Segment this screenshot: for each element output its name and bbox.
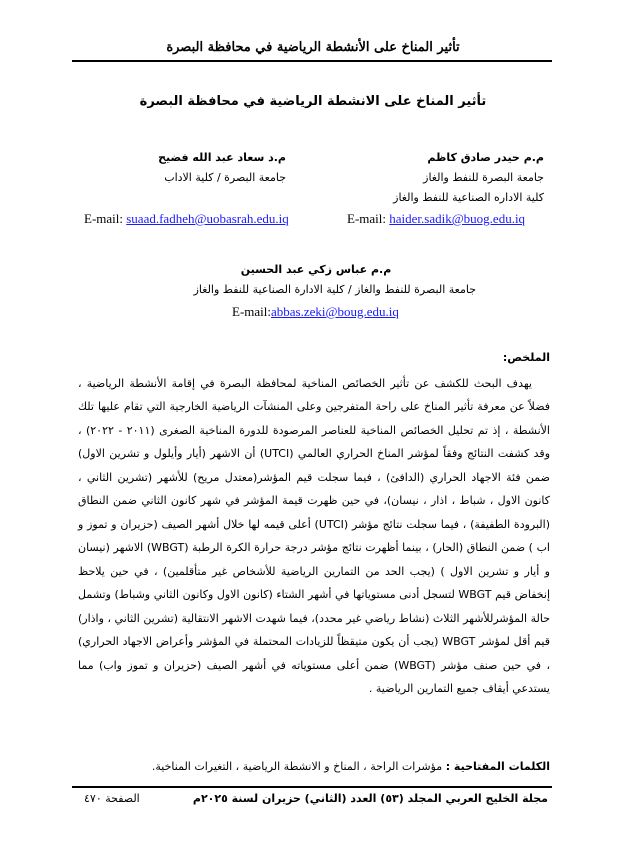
abstract-heading: الملخص: bbox=[502, 351, 550, 364]
paper-title: تأثير المناخ على الانشطة الرياضية في محافظة البصرة bbox=[139, 94, 487, 109]
author-affiliation: جامعة البصرة للنفط والغاز bbox=[423, 171, 544, 184]
abstract bbox=[78, 346, 550, 701]
footer-page-number: الصفحة ٤٧٠ bbox=[84, 792, 140, 805]
author-affiliation: جامعة البصرة / كلية الاداب bbox=[164, 171, 286, 184]
author-email-3 bbox=[232, 304, 399, 320]
footer-journal: مجلة الخليج العربي المجلد (٥٣) العدد (الثاني) حزيران لسنة ٢٠٢٥م bbox=[192, 792, 548, 805]
author-name: م.د سعاد عبد الله فضيح bbox=[158, 151, 286, 164]
author-affiliation: جامعة البصرة للنفط والغاز / كلية الادارة الصناعية للنفط والغاز bbox=[193, 283, 476, 296]
email-link[interactable]: abbas.zeki@boug.edu.iq bbox=[271, 304, 399, 319]
keywords-label: الكلمات المفتاحية : bbox=[445, 760, 550, 773]
author-block-3 bbox=[156, 260, 476, 300]
email-prefix: E-mail: bbox=[232, 304, 271, 319]
author-block-1 bbox=[284, 148, 544, 208]
email-link[interactable]: suaad.fadheh@uobasrah.edu.iq bbox=[126, 211, 289, 226]
footer-rule bbox=[72, 786, 552, 788]
author-email-1 bbox=[347, 211, 525, 227]
author-affiliation: كلية الاداره الصناعية للنفط والغاز bbox=[393, 191, 544, 204]
author-name: م.م حيدر صادق كاظم bbox=[427, 151, 544, 164]
keywords bbox=[78, 760, 550, 773]
running-title: تأثير المناخ على الأنشطة الرياضية في محافظة البصرة bbox=[166, 40, 460, 55]
author-block-2 bbox=[66, 148, 286, 188]
keywords-text: مؤشرات الراحة ، المناخ و الانشطة الرياضية ، التغيرات المناخية. bbox=[151, 760, 446, 773]
author-name: م.م عباس زكي عبد الحسين bbox=[240, 263, 392, 276]
email-link[interactable]: haider.sadik@buog.edu.iq bbox=[389, 211, 526, 226]
email-prefix: E-mail: bbox=[84, 211, 127, 226]
email-prefix: E-mail: bbox=[347, 211, 390, 226]
author-email-2 bbox=[84, 211, 289, 227]
abstract-body: يهدف البحث للكشف عن تأثير الخصائص المناخية لمحافظة البصرة في إقامة الأنشطة الرياضية ، فضلاً عن معرفة تأثير المناخ على راحة المتفرجين وعلى المنشآت الرياضية الخارجية التي تقام عليها تلك الأنشطة ، إذ تم تحليل الخصائص المناخية للعناصر المرصودة للدورة المناخية الصغرى (٢٠١١ - ٢٠٢٢) ، وقد كشفت النتائج وفقاً لمؤشر المناخ الحراري العالمي (UTCI) أن الاشهر (أيار وأيلول و تشرين الاول) ضمن فئة الاجهاد الحراري (الدافئ) ، فيما سجلت قيم المؤشر(معتدل مريح) للأشهر (تشرين الثاني ، كانون الاول ، شباط ، اذار ، نيسان)، في حين ظهرت قيمة المؤشر في شهر كانون الثاني ضمن النطاق (البرودة الطفيفة) ، فيما سجلت نتائج مؤشر (UTCI) أعلى قيمه لها خلال أشهر الصيف (حزيران و تموز و اب ) ضمن النطاق (الحار) ، بينما أظهرت نتائج مؤشر درجة حرارة الكرة الرطبة (WBGT) الاشهر (نيسان و أيار و تشرين الاول ) (يجب الحد من التمارين الرياضية للأشخاص غير متأقلمين) ، في حين يلاحظ إنخفاض قيم WBGT لتسجل أدنى مستوياتها في أشهر الشتاء (كانون الاول وكانون الثاني وشباط) وتشمل حالة المؤشرللأشهر الثلاث (نشاط رياضي غير محدد)، فيما شهدت الاشهر الانتقالية (تشرين الثاني ، واذار) قيم أقل لمؤشر WBGT (يجب أن يكون متيقظاً للزيادات المحتملة في المؤشر وأعراض الاجهاد الحراري) ، في حين صنف مؤشر (WBGT) ضمن أعلى مستوياته في أشهر الصيف (حزيران و تموز واب) مما يستدعي أيقاف جميع التمارين الرياضية . bbox=[78, 376, 551, 695]
header-rule bbox=[72, 60, 552, 62]
